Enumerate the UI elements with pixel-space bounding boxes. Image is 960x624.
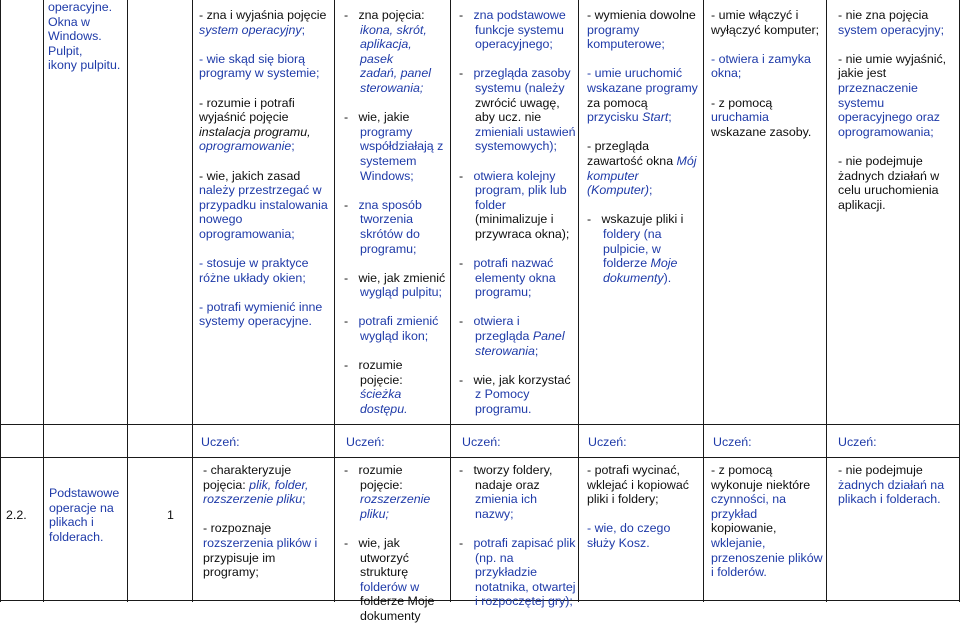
upper-requirements-grade6 — [711, 8, 825, 139]
list-item: - potrafi wymienić inne systemy operacyjne. — [199, 299, 323, 329]
table-divider — [127, 0, 128, 602]
list-item: - wie, jak utworzyć strukturę folderów w folderze Moje dokumenty — [344, 535, 435, 623]
topic-text: operacyjne. Okna w Windows. Pulpit, ikony pulpitu. — [48, 0, 121, 73]
list-item: - wie, do czego służy Kosz. — [587, 521, 671, 550]
lower-requirements-grade4 — [459, 463, 577, 609]
list-item: - tworzy foldery, nadaje oraz zmienia ich nazwy; — [459, 463, 553, 521]
uczen-label: Uczeń: — [838, 435, 877, 449]
uczen-label: Uczeń: — [201, 435, 240, 449]
table-divider — [450, 0, 451, 602]
list-item: - potrafi zmienić wygląd ikon; — [344, 314, 439, 344]
uczen-label: Uczeń: — [462, 435, 501, 449]
upper-requirements-grade5 — [587, 8, 703, 285]
list-item: - otwiera i zamyka okna; — [711, 51, 811, 81]
row-divider — [0, 424, 960, 425]
table-divider — [43, 0, 44, 602]
table-divider — [192, 0, 193, 602]
lower-requirements-grade5 — [587, 463, 703, 551]
list-item: - zna podstawowe funkcje systemu operacyjnego; — [459, 8, 566, 52]
list-item: - potrafi zapisać plik (np. na przykładzie notatnika, otwartej i rozpoczętej gry); — [459, 535, 576, 609]
uczen-label: Uczeń: — [713, 435, 752, 449]
list-item: - wskazuje pliki i foldery (na pulpicie, w folderze Moje dokumenty). — [587, 212, 684, 285]
list-item: - wymienia dowolne programy komputerowe; — [587, 8, 696, 52]
hours-count: 1 — [167, 508, 174, 522]
list-item: - z pomocą uruchamia wskazane zasoby. — [711, 95, 812, 139]
table-divider — [703, 0, 704, 602]
list-item: - wie, jakich zasad należy przestrzegać w przypadku instalowania nowego oprogramowania; — [199, 168, 328, 241]
table-divider — [578, 0, 579, 602]
list-item: - zna sposób tworzenia skrótów do programu; — [344, 197, 422, 256]
list-item: - przegląda zasoby systemu (należy zwrócić uwagę, aby ucz. nie zmieniali ustawień systemowych); — [459, 66, 576, 154]
lower-topic-cell: Podstawowe operacje na plikach i folderach. — [49, 486, 120, 544]
list-item: - zna i wyjaśnia pojęcie system operacyjny; — [199, 8, 327, 37]
lower-requirements-grade6: - z pomocą wykonuje niektóre czynności, na przykład kopiowanie, wklejanie, przenoszenie plików i folderów. — [711, 463, 823, 580]
list-item: - nie podejmuje żadnych działań w celu uruchomienia aplikacji. — [838, 153, 940, 212]
list-item: - rozumie i potrafi wyjaśnić pojęcie instalacja programu, oprogramowanie; — [199, 95, 311, 154]
list-item: - potrafi nazwać elementy okna programu; — [459, 256, 556, 300]
section-number: 2.2. — [6, 508, 27, 522]
list-item: - wie, jak korzystać z Pomocy programu. — [459, 372, 571, 417]
row-divider — [0, 457, 960, 458]
table-divider — [826, 0, 827, 602]
upper-requirements-grade2 — [199, 8, 333, 329]
upper-requirements-fail — [838, 8, 958, 212]
list-item: - wie, jakie programy współdziałają z systemem Windows; — [344, 110, 444, 183]
list-item: - wie skąd się biorą programy w systemie; — [199, 51, 320, 81]
upper-requirements-grade4 — [459, 8, 577, 417]
table-border-left — [0, 0, 1, 602]
list-item: - otwiera i przegląda Panel sterowania; — [459, 314, 565, 358]
list-item: - stosuje w praktyce różne układy okien; — [199, 256, 309, 285]
lower-requirements-grade3 — [344, 463, 448, 624]
list-item: - nie umie wyjaśnić, jakie jest przeznaczenie systemu operacyjnego oraz oprogramowania; — [838, 51, 947, 139]
list-item: - nie zna pojęcia system operacyjny; — [838, 8, 945, 37]
upper-requirements-grade3 — [344, 8, 448, 417]
list-item: - zna pojęcia: ikona, skrót, aplikacja, pasek zadań, panel sterowania; — [344, 8, 431, 95]
uczen-label: Uczeń: — [346, 435, 385, 449]
list-item: - otwiera kolejny program, plik lub folder (minimalizuje i przywraca okna); — [459, 168, 570, 241]
list-item: - rozumie pojęcie: ścieżka dostępu. — [344, 358, 408, 417]
list-item: - wie, jak zmienić wygląd pulpitu; — [344, 270, 446, 300]
list-item: - umie uruchomić wskazane programy za pomocą przycisku Start; — [587, 66, 698, 125]
lower-requirements-fail: - nie podejmuje żadnych działań na plikach i folderach. — [838, 463, 945, 507]
list-item: - przegląda zawartość okna Mój komputer (Komputer); — [587, 139, 697, 198]
list-item: - rozpoznaje rozszerzenia plików i przypisuje im programy; — [203, 521, 318, 580]
uczen-label: Uczeń: — [588, 435, 627, 449]
table-divider — [334, 0, 335, 602]
list-item: - rozumie pojęcie: rozszerzenie pliku; — [344, 463, 431, 521]
list-item: - potrafi wycinać, wklejać i kopiować pliki i foldery; — [587, 463, 689, 507]
lower-requirements-grade2 — [203, 463, 333, 580]
list-item: - charakteryzuje pojęcia: plik, folder, rozszerzenie pliku; — [203, 463, 309, 507]
list-item: - umie włączyć i wyłączyć komputer; — [711, 8, 820, 37]
upper-topic-cell — [48, 0, 124, 73]
